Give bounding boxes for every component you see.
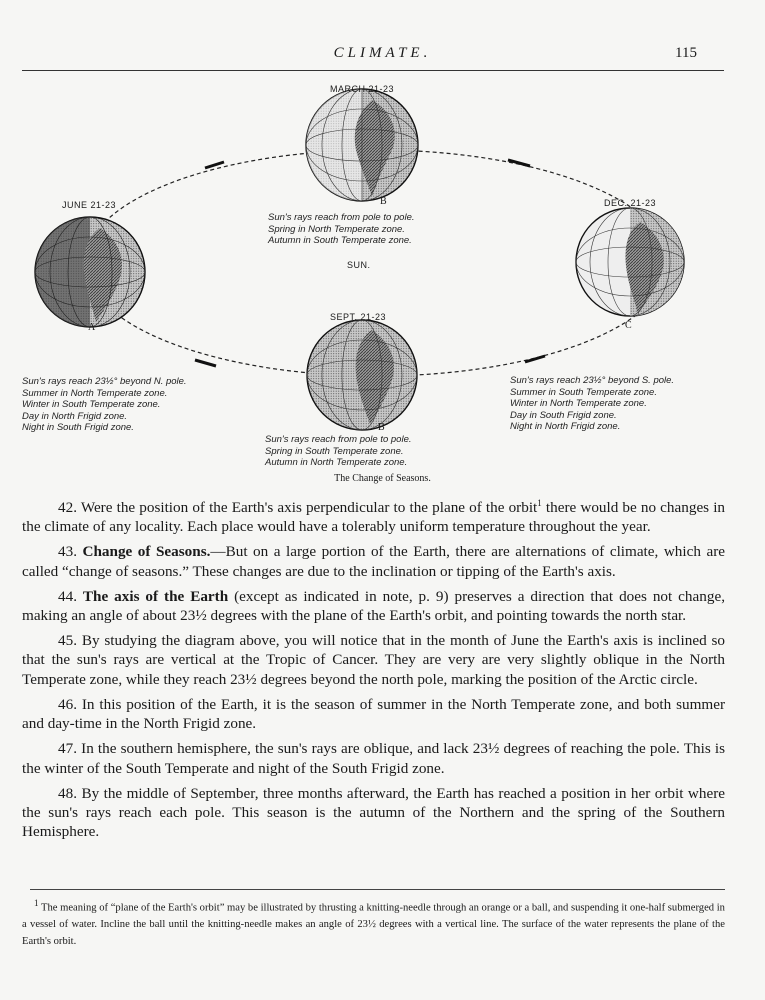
label-sun: SUN. xyxy=(347,260,371,270)
paragraph-46 xyxy=(22,695,725,733)
paragraph-number: 42. xyxy=(58,499,77,517)
paragraph-heading: The axis of the Earth xyxy=(82,587,229,605)
caption-june xyxy=(22,376,187,434)
caption-december xyxy=(510,375,674,433)
figure-caption: The Change of Seasons. xyxy=(334,473,431,484)
paragraph-heading: Change of Seasons. xyxy=(82,543,211,561)
paragraph-48 xyxy=(22,784,725,842)
footnote-rule xyxy=(30,889,725,890)
paragraph-text: Were the position of the Earth's axis perpendicular to the plane of the orbit xyxy=(80,499,538,517)
label-september: SEPT. 21-23 xyxy=(330,312,387,322)
paragraph-44 xyxy=(22,587,725,625)
paragraph-text: In this position of the Earth, it is the season of summer in the North Temperate zone, and both summer and day-time in the North Frigid zone. xyxy=(22,695,726,733)
caption-line: Sun's rays reach 23½° beyond N. pole. xyxy=(22,376,187,387)
caption-line: Sun's rays reach from pole to pole. xyxy=(268,212,415,223)
caption-september xyxy=(265,434,412,469)
caption-line: Spring in North Temperate zone. xyxy=(268,223,405,235)
label-march: MARCH 21-23 xyxy=(330,84,395,94)
point-label-b-bottom: B xyxy=(378,422,386,433)
caption-line: Autumn in South Temperate zone. xyxy=(268,235,412,246)
paragraph-45 xyxy=(22,631,725,689)
caption-line: Night in North Frigid zone. xyxy=(510,421,621,432)
paragraph-text: there would be no changes in the climate of any locality. Each place would have a tolerably uniform temperature throughout the year. xyxy=(22,499,726,536)
paragraph-number: 48. xyxy=(58,784,77,802)
caption-line: Night in South Frigid zone. xyxy=(22,422,134,433)
point-label-c: C xyxy=(625,320,633,331)
paragraph-42 xyxy=(22,494,725,536)
caption-line: Sun's rays reach 23½° beyond S. pole. xyxy=(510,375,675,386)
paragraph-text: In the southern hemisphere, the sun's rays are oblique, and lack 23½ degrees of reaching the pole. This is the winter of the South Temperate and night of the South Frigid zone. xyxy=(22,740,726,777)
footnote-text: The meaning of “plane of the Earth's orbit” may be illustrated by thrusting a knitting-needle through an orange or a ball, and suspending it one-half submerged in a vessel of water. Incline the ball until the knitting-needle makes an angle of 23½ degrees with a vertical line. The surface of the water represents the plane of the Earth's orbit. xyxy=(22,902,725,947)
caption-line: Sun's rays reach from pole to pole. xyxy=(265,434,412,445)
paragraph-43 xyxy=(22,542,725,580)
globe-september xyxy=(307,320,417,430)
footnote-mark: 1 xyxy=(34,898,39,908)
paragraph-number: 43. xyxy=(58,543,77,561)
caption-line: Summer in South Temperate zone. xyxy=(510,386,657,398)
paragraph-text: By studying the diagram above, you will notice that in the month of June the Earth's axis is inclined so that the sun's rays are vertical at the Tropic of Cancer. They are very are very slightly oblique in the North Temperate zone, while they reach 23½ degrees beyond the north pole, marking the position of the Arctic circle. xyxy=(22,632,725,688)
paragraph-text: By the middle of September, three months afterward, the Earth has reached a position in her orbit where the sun's rays reach each pole. This season is the autumn of the Northern and the spring of the Southern Hemisphere. xyxy=(22,784,725,841)
globe-december xyxy=(576,208,684,316)
label-june: JUNE 21-23 xyxy=(62,200,117,210)
paragraph-number: 44. xyxy=(58,587,77,605)
body-text xyxy=(22,494,725,847)
caption-line: Spring in South Temperate zone. xyxy=(265,445,404,457)
caption-line: Day in South Frigid zone. xyxy=(510,409,617,421)
page-number: 115 xyxy=(675,45,697,61)
footnote xyxy=(22,895,725,950)
globe-june xyxy=(35,217,145,327)
caption-line: Day in North Frigid zone. xyxy=(22,410,128,422)
label-december: DEC. 21-23 xyxy=(604,198,657,208)
paragraph-text: (except as indicated in note, p. 9) preserves a direction that does not change, making an angle of about 23½ degrees with the plane of the Earth's orbit, and pointing towards the north star. xyxy=(22,587,725,625)
footnote-ref: 1 xyxy=(537,498,542,508)
paragraph-number: 47. xyxy=(58,740,77,758)
caption-line: Autumn in North Temperate zone. xyxy=(265,457,408,468)
paragraph-number: 46. xyxy=(58,695,77,713)
paragraph-text: —But on a large portion of the Earth, there are alternations of climate, which are called “change of seasons.” These changes are due to the inclination or tipping of the Earth's axis. xyxy=(22,543,725,580)
caption-march xyxy=(268,212,415,247)
point-label-b-top: B xyxy=(380,196,388,207)
paragraph-47 xyxy=(22,739,725,777)
running-header-title: CLIMATE. xyxy=(333,45,432,61)
paragraph-number: 45. xyxy=(58,632,77,650)
caption-line: Summer in North Temperate zone. xyxy=(22,387,168,399)
globe-march xyxy=(306,89,418,201)
caption-line: Winter in North Temperate zone. xyxy=(510,398,647,409)
point-label-a: A xyxy=(88,322,96,333)
caption-line: Winter in South Temperate zone. xyxy=(22,399,161,410)
